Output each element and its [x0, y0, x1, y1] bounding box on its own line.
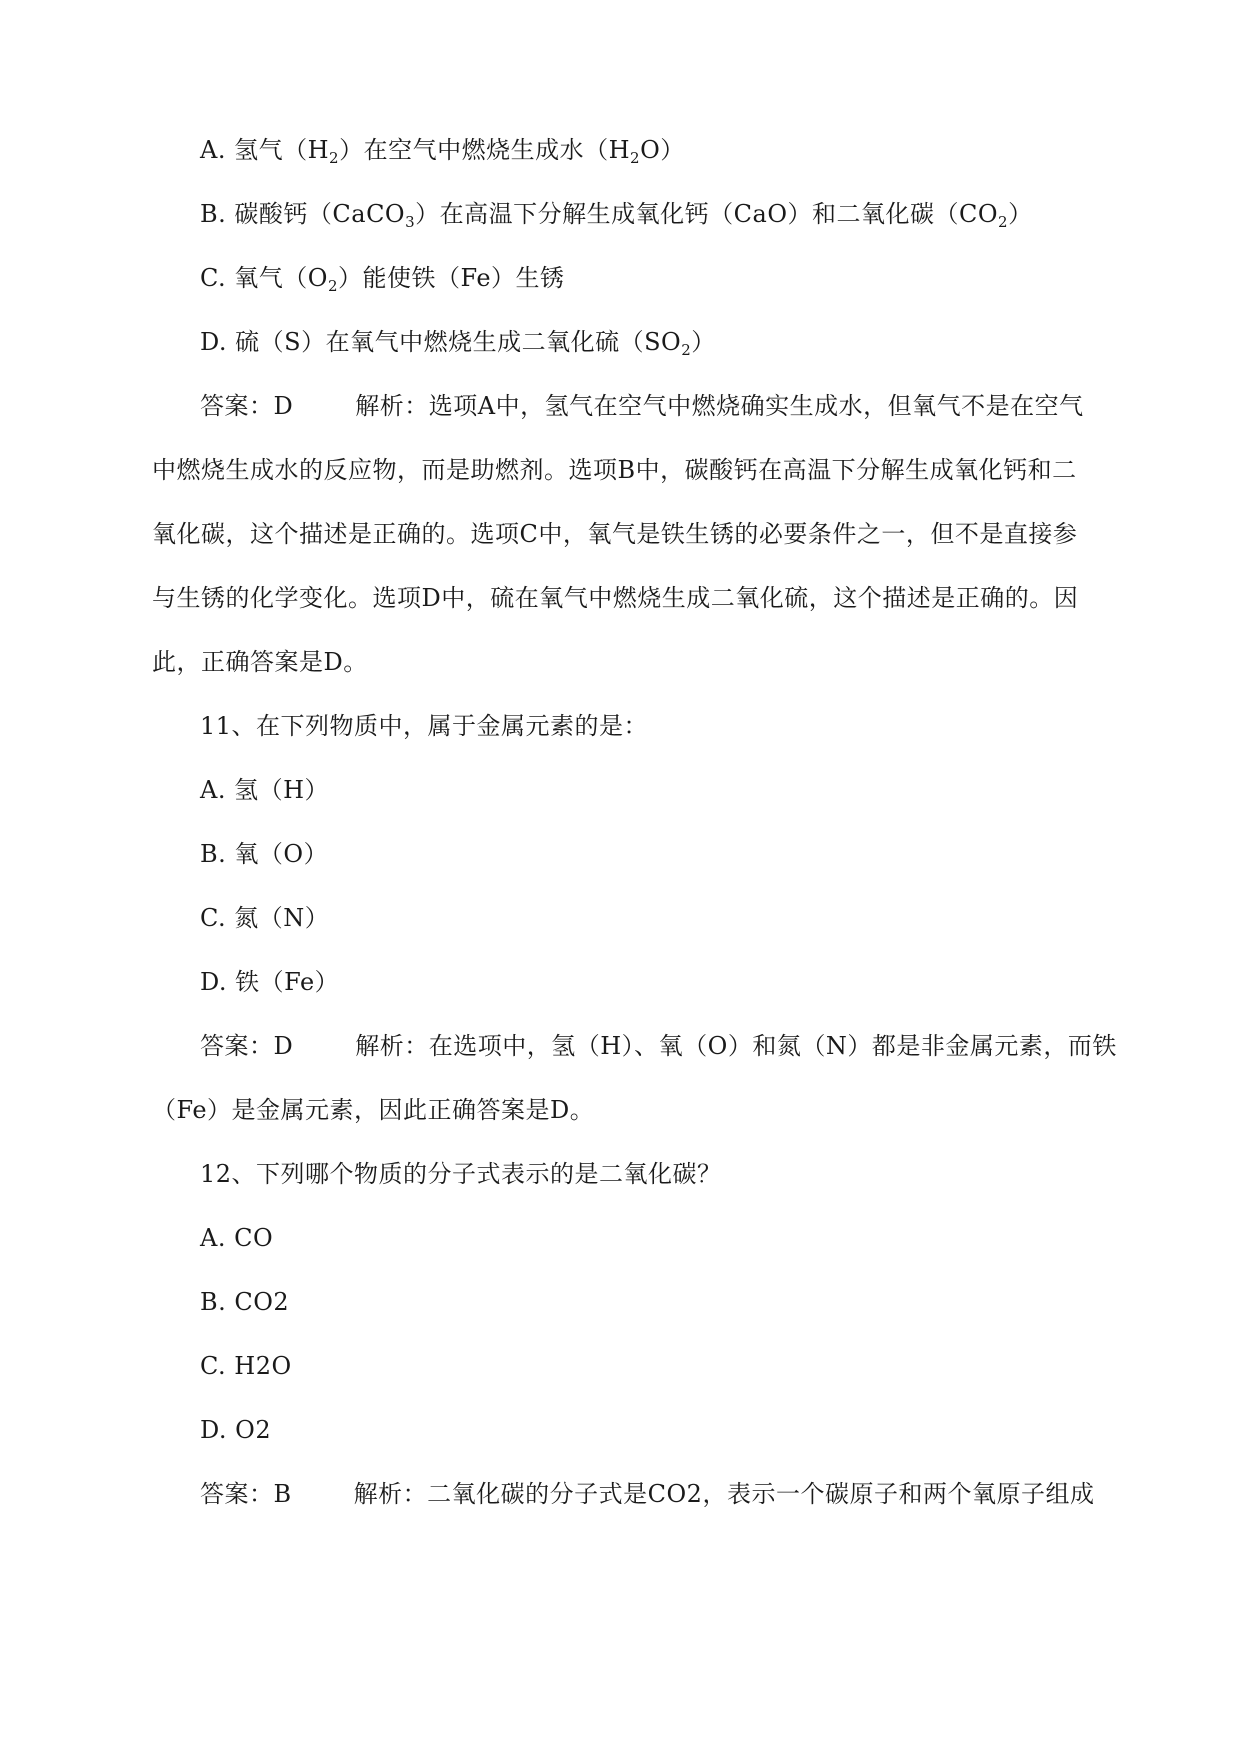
q12-option-a: A. CO	[200, 1224, 274, 1252]
prev-option-d: D. 硫（S）在氧气中燃烧生成二氧化硫$(SO_2)$	[200, 328, 716, 359]
q12-answer-line	[200, 1478, 1094, 1510]
q11-question: 11、在下列物质中，属于金属元素的是：	[200, 712, 649, 740]
prev-analysis-line-5: 此，正确答案是D。	[152, 648, 368, 676]
q11-analysis-line-2: （Fe）是金属元素，因此正确答案是D。	[152, 1096, 595, 1124]
prev-analysis-line-1: 解析：选项A中，氢气在空气中燃烧确实生成水，但氧气不是在空气	[355, 392, 1084, 420]
q12-option-b: B. CO2	[200, 1288, 290, 1316]
prev-analysis-line-2: 中燃烧生成水的反应物，而是助燃剂。选项B中，碳酸钙在高温下分解生成氧化钙和二	[152, 456, 1077, 484]
q12-analysis-line-1: 解析：二氧化碳的分子式是CO2，表示一个碳原子和两个氧原子组成	[353, 1480, 1095, 1508]
prev-option-c: C. 氧气$(O_2)$能使铁（Fe）生锈	[200, 264, 565, 295]
q11-analysis-line-1: 解析：在选项中，氢（H）、氧（O）和氮（N）都是非金属元素，而铁	[355, 1032, 1117, 1060]
prev-option-a: A. 氢气$(H_2)$在空气中燃烧生成水$(H_2O)$	[200, 136, 685, 167]
prev-analysis-line-3: 氧化碳，这个描述是正确的。选项C中，氧气是铁生锈的必要条件之一，但不是直接参	[152, 520, 1078, 548]
prev-answer-label: 答案：D	[200, 392, 294, 420]
q12-question: 12、下列哪个物质的分子式表示的是二氧化碳？	[200, 1160, 722, 1188]
q11-option-a: A. 氢（H）	[200, 776, 330, 804]
q11-option-c: C. 氮（N）	[200, 904, 330, 932]
prev-analysis-line-4: 与生锈的化学变化。选项D中，硫在氧气中燃烧生成二氧化硫，这个描述是正确的。因	[152, 584, 1079, 612]
q11-option-d: D. 铁（Fe）	[200, 968, 340, 996]
q12-option-d: D. O2	[200, 1416, 272, 1444]
q12-option-c: C. H2O	[200, 1352, 292, 1380]
q11-answer-label: 答案：D	[200, 1032, 294, 1060]
prev-answer-line	[200, 390, 1084, 422]
q12-answer-label: 答案：B	[200, 1480, 292, 1508]
q11-option-b: B. 氧（O）	[200, 840, 329, 868]
prev-option-b: B. 碳酸钙（CaCO$_3$）在高温下分解生成氧化钙（CaO）和二氧化碳$(CO_2)$	[200, 200, 1033, 231]
q11-answer-line	[200, 1030, 1117, 1062]
